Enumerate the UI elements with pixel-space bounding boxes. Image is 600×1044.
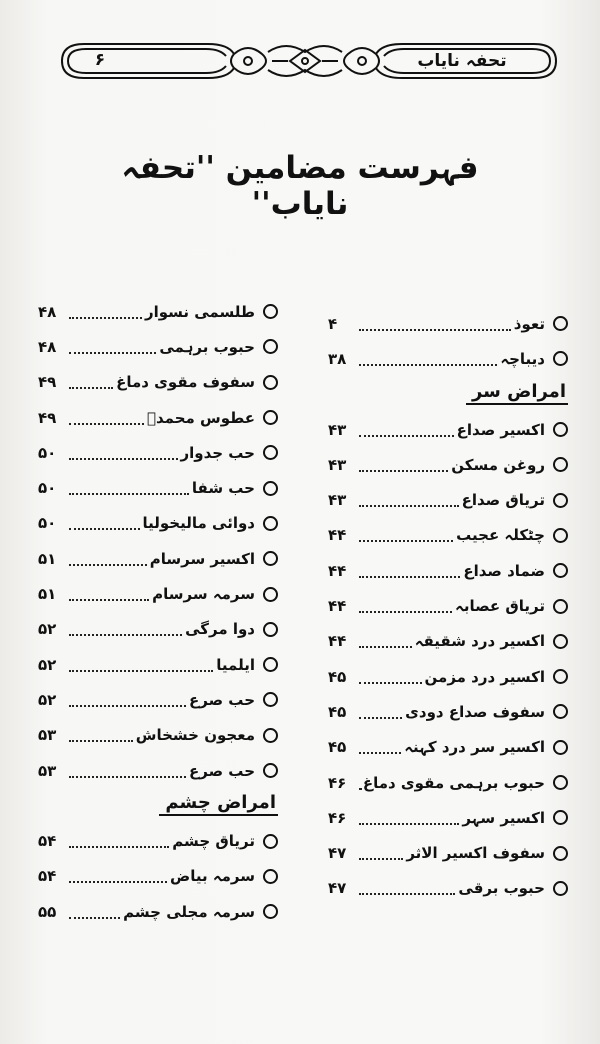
entry-page: ۵۲ [38, 690, 57, 709]
entry-page: ۵۰ [38, 443, 57, 462]
entry-title: حب شفا [191, 479, 255, 498]
entry-page: ۴۳ [328, 455, 347, 474]
entry-title: طلسمی نسوار [144, 302, 255, 321]
toc-entry [328, 553, 568, 588]
entry-title: سفوف صداع دودی [405, 702, 545, 721]
entry-title: حب صرع [189, 761, 255, 780]
dot-leader [69, 881, 167, 883]
bullet-circle-icon [263, 763, 278, 778]
toc-entry [328, 624, 568, 659]
dot-leader [69, 528, 140, 530]
entry-page: ۴ [328, 314, 338, 333]
entry-title: سرمہ سرسام [152, 585, 255, 604]
dot-leader [69, 564, 147, 566]
toc-entry [328, 730, 568, 765]
bullet-circle-icon [553, 775, 568, 790]
bullet-circle-icon [553, 846, 568, 861]
entry-title: ضماد صداع [463, 561, 545, 580]
entry-page: ۴۵ [328, 702, 347, 721]
toc-entry [38, 541, 278, 576]
dot-leader [69, 599, 149, 601]
toc-column-right [328, 306, 568, 906]
toc-entry [38, 859, 278, 894]
bullet-circle-icon [553, 351, 568, 366]
dot-leader [359, 823, 459, 825]
bullet-circle-icon [553, 316, 568, 331]
dot-leader [359, 435, 454, 437]
entry-title: اکسیر درد شقیقہ [414, 632, 545, 651]
toc-entry [328, 871, 568, 906]
bullet-circle-icon [553, 669, 568, 684]
entry-title: تریاق عصابہ [455, 597, 545, 616]
entry-page: ۵۰ [38, 514, 57, 533]
entry-title: تریاق صداع [461, 491, 545, 510]
entry-page: ۴۳ [328, 491, 347, 510]
dot-leader [359, 893, 455, 895]
dot-leader [69, 317, 142, 319]
bullet-circle-icon [263, 834, 278, 849]
dot-leader [69, 740, 133, 742]
entry-title: تعوذ [513, 314, 545, 333]
section-heading [38, 788, 278, 823]
entry-page: ۵۳ [38, 761, 57, 780]
entry-page: ۴۸ [38, 337, 57, 356]
bullet-circle-icon [263, 481, 278, 496]
entry-page: ۴۹ [38, 408, 57, 427]
bullet-circle-icon [263, 339, 278, 354]
entry-title: اکسیر صداع [456, 420, 545, 439]
entry-title: ایلمیا [216, 655, 255, 674]
toc-entry [38, 823, 278, 858]
entry-title: معجون خشخاش [135, 726, 255, 745]
bullet-circle-icon [263, 587, 278, 602]
toc-entry [328, 765, 568, 800]
section-heading [328, 377, 568, 412]
entry-title: سفوف مقوی دماغ [116, 373, 255, 392]
dot-leader [359, 611, 452, 613]
section-title: امراض چشم [159, 792, 278, 816]
entry-page: ۵۱ [38, 585, 57, 604]
page-header [58, 38, 560, 84]
toc-entry [38, 612, 278, 647]
dot-leader [69, 846, 169, 848]
toc-entry [328, 800, 568, 835]
entry-page: ۴۶ [328, 808, 347, 827]
entry-title: حبوب برہمی مقوی دماغ [362, 773, 545, 792]
bullet-circle-icon [553, 740, 568, 755]
toc-entry [38, 294, 278, 329]
entry-title: اکسیر سرسام [149, 549, 255, 568]
toc-entry [328, 447, 568, 482]
toc-entry [328, 694, 568, 729]
bullet-circle-icon [263, 622, 278, 637]
dot-leader [359, 470, 448, 472]
bullet-circle-icon [263, 869, 278, 884]
dot-leader [69, 387, 113, 389]
page-title: فہرست مضامین ''تحفہ نایاب'' [121, 150, 479, 222]
entry-page: ۴۸ [38, 302, 57, 321]
entry-page: ۴۵ [328, 667, 347, 686]
dot-leader [359, 646, 412, 648]
entry-title: اکسیر سہر [462, 808, 545, 827]
toc-entry [38, 647, 278, 682]
entry-page: ۴۴ [328, 526, 347, 545]
bullet-circle-icon [263, 375, 278, 390]
entry-page: ۴۶ [328, 773, 347, 792]
toc-entry [328, 341, 568, 376]
toc-entry [38, 329, 278, 364]
bullet-circle-icon [263, 410, 278, 425]
dot-leader [359, 576, 460, 578]
entry-page: ۴۷ [328, 879, 347, 898]
entry-page: ۴۴ [328, 632, 347, 651]
bullet-circle-icon [553, 422, 568, 437]
toc-entry [328, 518, 568, 553]
entry-page: ۴۹ [38, 373, 57, 392]
bullet-circle-icon [263, 516, 278, 531]
toc-entry [38, 506, 278, 541]
toc-entry [38, 400, 278, 435]
bullet-circle-icon [553, 810, 568, 825]
entry-title: تریاق چشم [172, 832, 255, 851]
bullet-circle-icon [263, 728, 278, 743]
bullet-circle-icon [263, 304, 278, 319]
bullet-circle-icon [553, 457, 568, 472]
dot-leader [69, 917, 120, 919]
toc-entry [38, 576, 278, 611]
bullet-circle-icon [263, 445, 278, 460]
entry-page: ۵۳ [38, 726, 57, 745]
entry-title: سرمہ مجلی چشم [123, 902, 255, 921]
toc-entry [328, 482, 568, 517]
bullet-circle-icon [263, 692, 278, 707]
dot-leader [359, 682, 422, 684]
dot-leader [359, 505, 459, 507]
toc-entry [328, 659, 568, 694]
entry-title: دوائی مالیخولیا [142, 514, 255, 533]
entry-page: ۴۷ [328, 844, 347, 863]
bullet-circle-icon [553, 704, 568, 719]
toc-entry [38, 435, 278, 470]
entry-page: ۵۲ [38, 655, 57, 674]
dot-leader [359, 858, 403, 860]
entry-page: ۵۵ [38, 902, 57, 921]
dot-leader [69, 423, 144, 425]
dot-leader [359, 329, 511, 331]
bullet-circle-icon [553, 881, 568, 896]
dot-leader [359, 717, 402, 719]
entry-title: حب صرع [189, 690, 255, 709]
dot-leader [69, 352, 156, 354]
bullet-circle-icon [553, 634, 568, 649]
section-title: امراض سر [466, 381, 568, 405]
entry-title: چٹکلہ عجیب [456, 526, 545, 545]
toc-column-left [38, 294, 278, 929]
bullet-circle-icon [553, 563, 568, 578]
entry-title: روغن مسکن [451, 455, 545, 474]
entry-page: ۳۸ [328, 349, 347, 368]
toc-entry [328, 588, 568, 623]
toc-entry [328, 306, 568, 341]
toc-entry [38, 470, 278, 505]
entry-title: حبوب برقی [458, 879, 545, 898]
dot-leader [69, 493, 189, 495]
dot-leader [69, 670, 213, 672]
entry-title: حبوب برہمی [159, 337, 255, 356]
bullet-circle-icon [553, 599, 568, 614]
dot-leader [359, 788, 360, 790]
toc-entry [38, 682, 278, 717]
bullet-circle-icon [263, 657, 278, 672]
bullet-circle-icon [263, 551, 278, 566]
dot-leader [359, 752, 401, 754]
entry-page: ۴۴ [328, 597, 347, 616]
running-head-title: تحفہ نایاب [417, 51, 507, 71]
entry-page: ۵۲ [38, 620, 57, 639]
entry-page: ۵۰ [38, 479, 57, 498]
page-number: ۶ [94, 50, 106, 70]
entry-page: ۵۴ [38, 832, 57, 851]
dot-leader [69, 634, 182, 636]
entry-page: ۴۳ [328, 420, 347, 439]
dot-leader [69, 705, 186, 707]
toc-entry [38, 894, 278, 929]
entry-title: دیباچہ [500, 349, 545, 368]
entry-title: اکسیر سر درد کہنہ [404, 738, 545, 757]
entry-title: سرمہ بیاض [170, 867, 255, 886]
dot-leader [69, 458, 178, 460]
entry-page: ۵۱ [38, 549, 57, 568]
bullet-circle-icon [263, 904, 278, 919]
entry-page: ۴۴ [328, 561, 347, 580]
entry-title: دوا مرگی [185, 620, 255, 639]
toc-entry [38, 365, 278, 400]
bullet-circle-icon [553, 493, 568, 508]
entry-page: ۵۴ [38, 867, 57, 886]
entry-title: اکسیر درد مزمن [424, 667, 545, 686]
toc-entry [328, 412, 568, 447]
entry-page: ۴۵ [328, 738, 347, 757]
entry-title: حب جدوار [180, 443, 255, 462]
toc-entry [38, 718, 278, 753]
toc-entry [328, 835, 568, 870]
entry-title: عطوس محمدؐ [146, 408, 255, 427]
entry-title: سفوف اکسیر الاثر [406, 844, 545, 863]
dot-leader [69, 776, 186, 778]
dot-leader [359, 540, 453, 542]
bullet-circle-icon [553, 528, 568, 543]
dot-leader [359, 364, 497, 366]
toc-entry [38, 753, 278, 788]
